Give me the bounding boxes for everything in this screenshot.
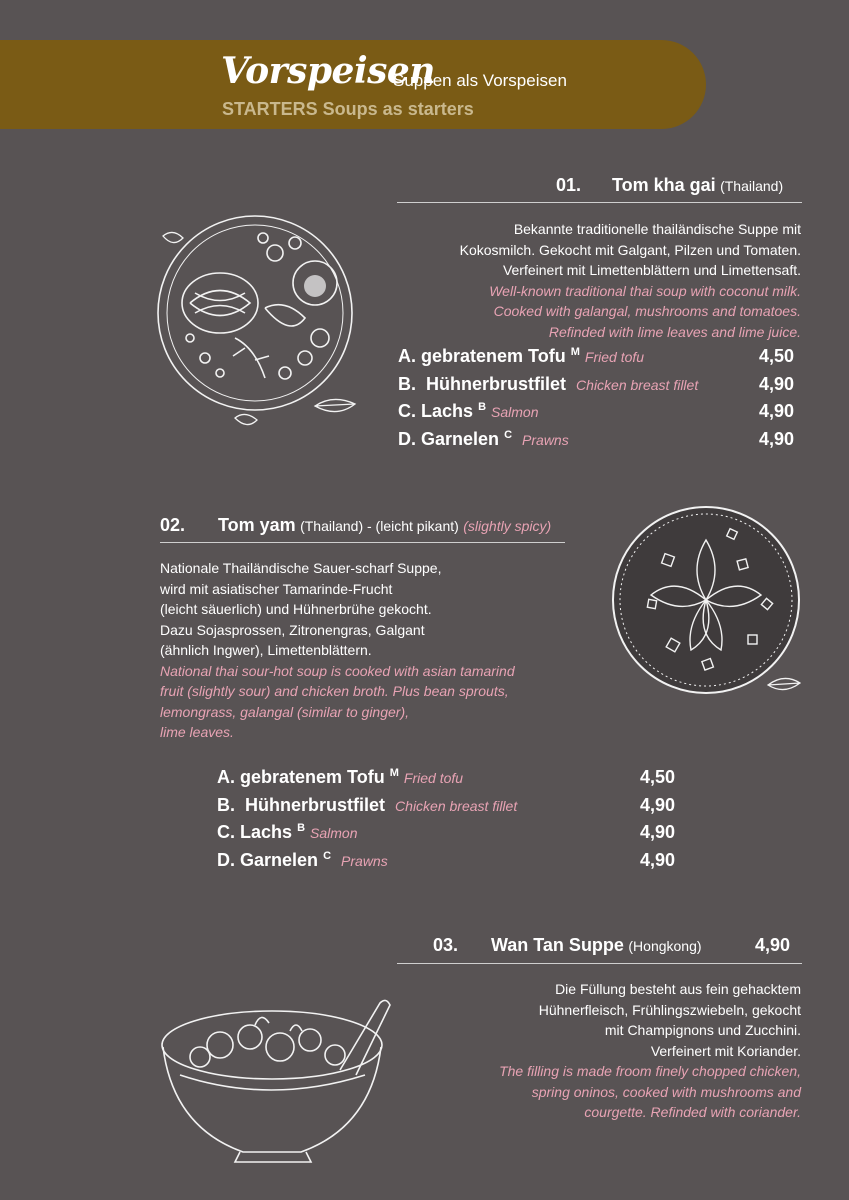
dish-02-option-a-price: 4,50 — [640, 767, 676, 787]
desc-line-en: Well-known traditional thai soup with coconut milk. — [489, 282, 801, 299]
dish-01-heading — [556, 175, 783, 196]
desc-line-en: lime leaves. — [160, 724, 234, 740]
desc-line-en: The filling is made froom finely chopped chicken, — [499, 1063, 801, 1079]
dish-01-option-d: D. Garnelen $^C$ Prawns — [398, 429, 569, 449]
dish-name: Wan Tan Suppe — [490, 935, 624, 955]
page-subtitle-en: STARTERS Soups as starters — [222, 99, 474, 119]
desc-line: Kokosmilch. Gekocht mit Galgant, Pilzen und Tomaten. — [459, 241, 801, 258]
desc-line: Hühnerfleisch, Frühlingszwiebeln, gekocht — [538, 1001, 801, 1018]
dish-number: 03. — [433, 935, 459, 955]
dish-02-option-b-price: 4,90 — [640, 795, 676, 815]
dish-03-divider — [397, 963, 802, 964]
desc-line: (leicht säuerlich) und Hühnerbrühe gekocht. — [160, 601, 432, 617]
dish-spicy-note: (slightly spicy) — [463, 518, 552, 534]
dish-02-description — [160, 558, 580, 743]
dish-name: Tom yam — [217, 515, 296, 535]
dish-03-price: 4,90 — [755, 935, 791, 955]
desc-line: Die Füllung besteht aus fein gehacktem — [555, 981, 801, 997]
dish-origin: (Thailand) — [720, 178, 784, 194]
desc-line-en: courgette. Refinded with coriander. — [584, 1104, 801, 1120]
dish-01-option-b-price: 4,90 — [759, 374, 795, 394]
desc-line-en: lemongrass, galangal (similar to ginger), — [160, 703, 409, 720]
dish-number: 01. — [556, 175, 582, 195]
leaf-icon — [768, 678, 800, 689]
desc-line: Bekannte traditionelle thailändische Suppe mit — [513, 221, 801, 237]
wan-tan-bowl-illustration — [160, 995, 392, 1165]
desc-line: Verfeinert mit Koriander. — [650, 1042, 801, 1059]
desc-line: Nationale Thailändische Sauer-scharf Suppe, — [160, 560, 442, 576]
desc-line-en: spring oninos, cooked with mushrooms and — [531, 1083, 801, 1100]
desc-line-en: fruit (slightly sour) and chicken broth. Plus bean sprouts, — [160, 683, 509, 699]
dish-02-heading — [160, 515, 551, 536]
dish-01-option-d-price: 4,90 — [759, 429, 795, 449]
dish-02-option-a: A. gebratenem Tofu $^M$ Fried tofu — [217, 767, 464, 787]
dish-origin: (Hongkong) — [628, 938, 702, 954]
dish-01-divider — [397, 202, 802, 203]
desc-line: mit Champignons und Zucchini. — [604, 1022, 801, 1038]
dish-02-divider — [160, 542, 565, 543]
dish-02-option-c-price: 4,90 — [640, 822, 676, 842]
dish-01-option-b: B. Hühnerbrustfilet Chicken breast fillet — [398, 374, 699, 394]
desc-line: Verfeinert mit Limettenblättern und Limettensaft. — [502, 262, 801, 278]
dish-number: 02. — [160, 515, 186, 535]
dish-02-option-b: B. Hühnerbrustfilet Chicken breast fillet — [217, 795, 518, 815]
dish-01-description — [381, 219, 801, 342]
desc-line-en: Cooked with galangal, mushrooms and tomatoes. — [493, 303, 801, 319]
dish-01-option-c-price: 4,90 — [759, 401, 795, 421]
desc-line-en: Refinded with lime leaves and lime juice. — [548, 323, 801, 340]
dish-03-heading — [433, 935, 702, 956]
dish-02-option-c: C. Lachs $^B$ Salmon — [217, 822, 358, 842]
page-subtitle-de: Suppen als Vorspeisen — [393, 71, 567, 90]
desc-line: wird mit asiatischer Tamarinde-Frucht — [160, 580, 393, 597]
dish-02-option-d: D. Garnelen $^C$ Prawns — [217, 850, 388, 870]
dish-03-description — [381, 979, 801, 1123]
dish-name: Tom kha gai — [611, 175, 716, 195]
dish-01-option-c: C. Lachs $^B$ Salmon — [398, 401, 539, 421]
tom-yam-soup-plate-illustration — [608, 500, 808, 700]
dish-01-option-a-price: 4,50 — [759, 346, 795, 366]
dish-01-option-a: A. gebratenem Tofu $^M$ Fried tofu — [398, 346, 645, 366]
desc-line-en: National thai sour-hot soup is cooked with asian tamarind — [160, 662, 515, 679]
page-title: Vorspeisen — [221, 50, 435, 92]
dish-02-option-d-price: 4,90 — [640, 850, 676, 870]
desc-line: (ähnlich Ingwer), Limettenblättern. — [160, 642, 372, 658]
tom-kha-soup-bowl-illustration — [145, 208, 370, 438]
desc-line: Dazu Sojasprossen, Zitronengras, Galgant — [160, 621, 425, 638]
dish-origin: (Thailand) - (leicht pikant) — [300, 518, 459, 534]
